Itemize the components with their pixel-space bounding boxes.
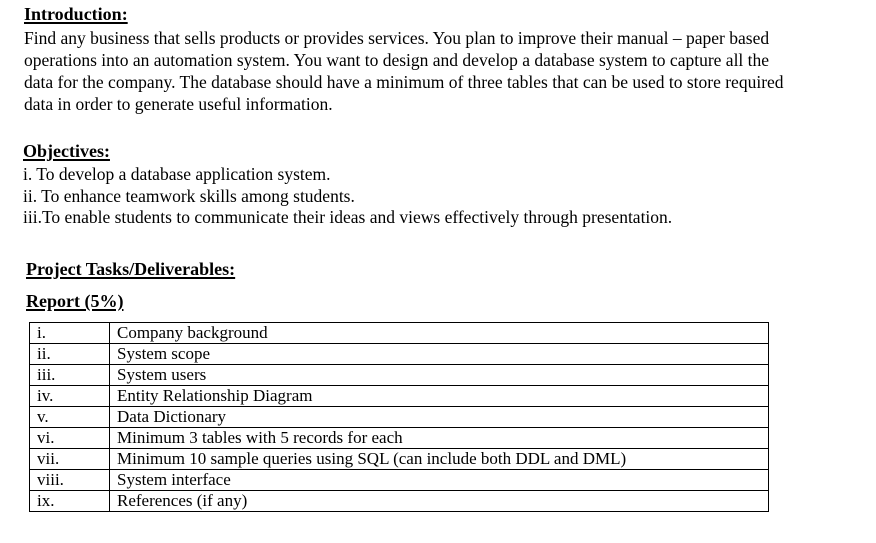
table-row [30,491,769,512]
row-number: viii. [30,470,110,491]
objective-item: ii. To enhance teamwork skills among students. [23,185,355,206]
row-number: v. [30,407,110,428]
report-heading: Report (5%) [26,291,124,311]
row-item: Minimum 3 tables with 5 records for each [110,428,769,449]
objectives-heading: Objectives: [23,141,110,161]
introduction-line: operations into an automation system. You want to design and develop a database system to capture all the [24,50,770,70]
objective-item: iii.To enable students to communicate their ideas and views effectively through presentation. [23,207,673,227]
introduction-line: Find any business that sells products or provides services. You plan to improve their manual – paper based [24,28,770,48]
row-item: Company background [110,323,769,344]
row-item: System interface [110,470,769,491]
introduction-heading: Introduction: [24,4,128,24]
table-row [30,449,769,470]
table-row [30,386,769,407]
deliverables-table [29,322,769,512]
row-number: iii. [30,365,110,386]
project-tasks-heading: Project Tasks/Deliverables: [26,259,236,279]
introduction-line: data in order to generate useful information. [24,94,333,114]
row-item: Data Dictionary [110,407,769,428]
row-item: References (if any) [110,491,769,512]
row-number: ix. [30,491,110,512]
row-item: Minimum 10 sample queries using SQL (can include both DDL and DML) [110,449,769,470]
table-row [30,323,769,344]
introduction-line: data for the company. The database should have a minimum of three tables that can be used to store required [24,72,784,92]
row-number: ii. [30,344,110,365]
row-item: System scope [110,344,769,365]
row-number: iv. [30,386,110,407]
table-row [30,470,769,491]
row-number: vi. [30,428,110,449]
table-row [30,344,769,365]
objectives-list [23,164,672,229]
row-item: System users [110,365,769,386]
table-row [30,407,769,428]
row-number: vii. [30,449,110,470]
table-row [30,428,769,449]
row-item: Entity Relationship Diagram [110,386,769,407]
table-row [30,365,769,386]
objective-item: i. To develop a database application system. [23,164,331,184]
row-number: i. [30,323,110,344]
introduction-paragraph [24,27,784,115]
